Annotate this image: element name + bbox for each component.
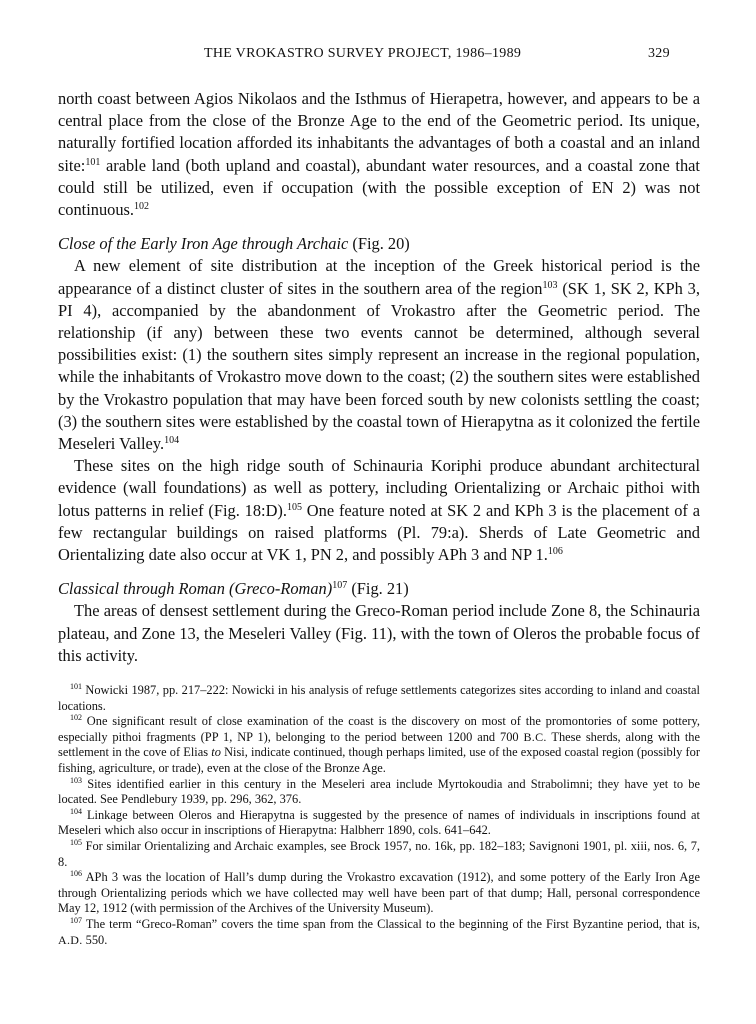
footnote-text: Sites identified earlier in this century in the Meseleri area include Myrtokoudia and Strabolimni; they have yet to be located. See Pendlebury 1939, pp. 296, 362, 376. bbox=[58, 776, 700, 807]
paragraph-text: A new element of site distribution at the inception of the Greek historical period is the appearance of a distinct cluster of sites in the southern area of the region bbox=[58, 256, 700, 298]
era-abbrev: A.D. bbox=[58, 932, 83, 947]
body-text bbox=[58, 88, 700, 667]
section-heading-classical-roman bbox=[58, 578, 700, 600]
footnote-text: Linkage between Oleros and Hierapytna is suggested by the presence of names of individuals in inscriptions found at Meseleri which also occur in inscriptions of Hierapytna: Halbherr 1890, cols. 641–642. bbox=[58, 807, 700, 838]
footnote-text: Nowicki 1987, pp. 217–222: Nowicki in his analysis of refuge settlements categorizes sites according to inland and coastal locations. bbox=[58, 683, 700, 713]
paragraph bbox=[58, 255, 700, 455]
paragraph-text: (SK 1, SK 2, KPh 3, PI 4), accompanied by the abandonment of Vrokastro after the Geometric period. The relationship (if any) between these two events cannot be determined, although several possibilities exist: (1) the southern sites simply represent an increase in the regional population, while the inhabitants of Vrokastro move down to the coast; (2) the southern sites were established by the Vrokastro population that may have been forced south by new colonists settling the coast; (3) the southern sites were established by the coastal town of Hierapytna as it colonized the fertile Meseleri Valley. bbox=[58, 278, 700, 454]
paragraph-text: These sites on the high ridge south of Schinauria Koriphi produce abundant architectural evidence (wall foundations) as well as pottery, including Orientalizing or Archaic pithoi with lotus patterns in relief (Fig. 18:D). bbox=[58, 456, 700, 520]
heading-text: Close of the Early Iron Age through Archaic bbox=[58, 234, 349, 254]
heading-fig: (Fig. 20) bbox=[348, 234, 410, 254]
footnotes bbox=[58, 683, 700, 948]
footnote-text: 550. bbox=[82, 932, 108, 947]
era-abbrev: B.C. bbox=[523, 729, 547, 744]
footnote-ref: 105 bbox=[286, 501, 302, 513]
paragraph bbox=[58, 455, 700, 566]
footnote-107 bbox=[58, 917, 700, 948]
spacer bbox=[58, 566, 700, 578]
footnote-101 bbox=[58, 683, 700, 714]
footnote-text: Nisi, indicate continued, though perhaps limited, use of the exposed coastal region (possibly for fishing, agriculture, or trade), even at the close of the Bronze Age. bbox=[58, 745, 700, 775]
footnote-text: The term “Greco-Roman” covers the time span from the Classical to the beginning of the First Byzantine period, that is, bbox=[82, 916, 700, 931]
paragraph-text: The areas of densest settlement during the Greco-Roman period include Zone 8, the Schinauria plateau, and Zone 13, the Meseleri Valley (Fig. 11), with the town of Oleros the probable focus of this activity. bbox=[58, 601, 700, 665]
footnote-103 bbox=[58, 777, 700, 808]
footnote-number: 102 bbox=[70, 713, 82, 723]
paragraph-text: One feature noted at SK 2 and KPh 3 is the placement of a few rectangular buildings on raised platforms (Pl. 79:a). Sherds of Late Geometric and Orientalizing date also occur at VK 1, PN 2, and possibly APh 3 and NP 1. bbox=[58, 500, 700, 565]
heading-fig: (Fig. 21) bbox=[347, 579, 409, 599]
footnote-number: 106 bbox=[70, 869, 82, 879]
intro-text-2: arable land (both upland and coastal), abundant water resources, and a coastal zone that could still be utilized, even if occupation (with the possible exception of EN 2) was not continuous. bbox=[58, 155, 700, 220]
footnote-ref: 106 bbox=[547, 546, 563, 558]
footnote-text: APh 3 was the location of Hall’s dump during the Vrokastro excavation (1912), and some pottery of the Early Iron Age through Orientalizing periods which we have collected may well have been part of that dump; Hall, personal correspondence May 12, 1912 (with permission of the Archives of the University Museum). bbox=[58, 870, 700, 916]
footnote-number: 103 bbox=[70, 775, 82, 785]
intro-paragraph bbox=[58, 88, 700, 221]
footnote-104 bbox=[58, 808, 700, 839]
footnote-ref: 101 bbox=[85, 156, 101, 168]
footnote-ref: 103 bbox=[542, 279, 558, 291]
italic-word: to bbox=[211, 745, 221, 760]
footnote-ref: 107 bbox=[332, 580, 348, 592]
footnote-number: 105 bbox=[70, 837, 82, 847]
footnote-ref: 104 bbox=[164, 435, 180, 447]
page-number: 329 bbox=[648, 46, 670, 61]
running-head-title: THE VROKASTRO SURVEY PROJECT, 1986–1989 bbox=[204, 46, 522, 61]
section-heading-early-iron-age bbox=[58, 233, 700, 255]
running-head bbox=[0, 46, 756, 68]
footnote-number: 107 bbox=[70, 915, 82, 925]
footnote-text: These sherds, along with the settlement in the cove of Elias bbox=[58, 729, 700, 760]
paragraph bbox=[58, 600, 700, 667]
intro-text-1: north coast between Agios Nikolaos and the Isthmus of Hierapetra, however, and appears to be a central place from the close of the Bronze Age to the end of the Geometric period. Its unique, naturally fortified location afforded its inhabitants the advantages of both a coastal and an inland site: bbox=[58, 89, 700, 175]
footnote-text: One significant result of close examination of the coast is the discovery on most of the promontories of some pottery, especially pithoi fragments (PP 1, NP 1), belonging to the period between 1200 and 700 bbox=[58, 714, 700, 744]
spacer bbox=[58, 221, 700, 233]
footnote-105 bbox=[58, 839, 700, 870]
footnote-number: 104 bbox=[70, 806, 82, 816]
footnote-106 bbox=[58, 870, 700, 917]
heading-text: Classical through Roman (Greco-Roman) bbox=[58, 579, 333, 599]
footnote-number: 101 bbox=[70, 682, 82, 691]
footnote-ref: 102 bbox=[134, 201, 150, 213]
footnote-text: For similar Orientalizing and Archaic examples, see Brock 1957, no. 16k, pp. 182–183; Savignoni 1901, pl. xiii, nos. 6, 7, 8. bbox=[58, 838, 700, 869]
footnote-102 bbox=[58, 714, 700, 776]
